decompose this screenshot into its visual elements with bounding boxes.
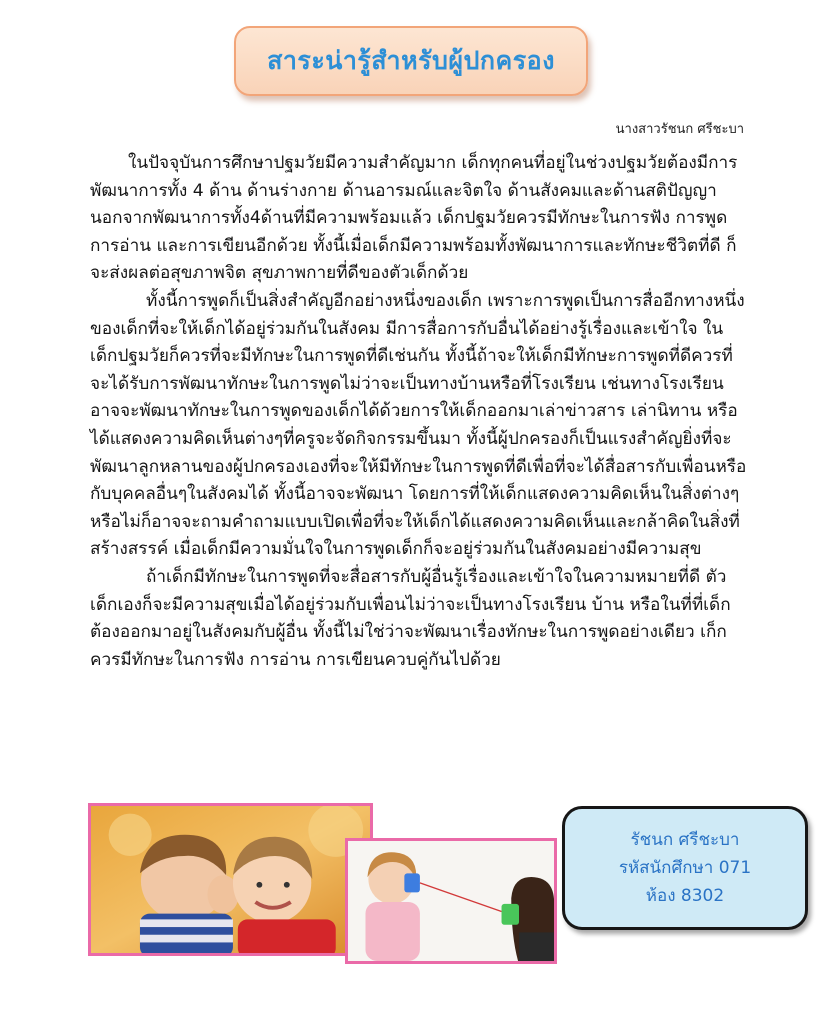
boys-whispering-image <box>91 806 370 953</box>
article-paragraph: ถ้าเด็กมีทักษะในการพูดที่จะสื่อสารกับผู้อื่นรู้เรื่องและเข้าใจในความหมายที่ดี ตัวเด็กเองก็จะมีความสุขเมื่อได้อยู่ร่วมกับเพื่อนไม่ว่าจะเป็นทางโรงเรียน บ้าน หรือในที่ที่เด็กต้องออกมาอยู่ในสังคมกับผู้อื่น ทั้งนี้ไม่ใช่ว่าจะพัฒนาเรื่องทักษะในการพูดอย่างเดียว เก็กควรมีทักษะในการฟัง การอ่าน การเขียนควบคู่กันไปด้วย <box>90 566 731 670</box>
article-paragraph: ทั้งนี้การพูดก็เป็นสิ่งสำคัญอีกอย่างหนึ่งของเด็ก เพราะการพูดเป็นการสื่ออีกทางหนึ่งของเด็กที่จะให้เด็กได้อยู่ร่วมกันในสังคม มีการสื่อการกับอื่นได้อย่างรู้เรื่องและเข้าใจ ในเด็กปฐมวัยก็ควรที่จะมีทักษะในการพูดที่ดีเช่นกัน ทั้งนี้ถ้าจะให้เด็กมีทักษะการพูดที่ดีควรที่จะได้รับการพัฒนาทักษะในการพูดไม่ว่าจะเป็นทางบ้านหรือที่โรงเรียน เช่นทางโรงเรียนอาจจะพัฒนาทักษะในการพูดของเด็กได้ด้วยการให้เด็กออกมาเล่าข่าวสาร เล่านิทาน หรือได้แสดงความคิดเห็นต่างๆที่ครูจะจัดกิจกรรมขึ้นมา ทั้งนี้ผู้ปกครองก็เป็นแรงสำคัญยิ่งที่จะพัฒนาลูกหลานของผู้ปกครองเองที่จะให้มีทักษะในการพูดที่ดีเพื่อที่จะได้สื่อสารกับเพื่อนหรือกับบุคคลอื่นๆในสังคมได้ ทั้งนี้อาจจะพัฒนา โดยการที่ให้เด็กแสดงความคิดเห็นในสิ่งต่างๆ หรือไม่ก็อาจจะถามคำถามแบบเปิดเพื่อที่จะให้เด็กได้แสดงความคิดเห็นและกล้าคิดในสิ่งที่สร้างสรรค์ เมื่อเด็กมีความมั่นใจในการพูดเด็กก็จะอยู่ร่วมกันในสังคมอย่างมีความสุข <box>90 290 747 560</box>
page-title: สาระน่ารู้สำหรับผู้ปกครอง <box>267 46 555 75</box>
student-name: รัชนก ศรีชะบา <box>630 830 740 850</box>
author-name: นางสาวรัชนก ศรีชะบา <box>615 122 744 137</box>
tin-can-phone-image <box>348 841 554 961</box>
student-id: รหัสนักศึกษา 071 <box>618 858 752 878</box>
student-info-box <box>562 806 808 930</box>
photo-tin-can-phone <box>345 838 557 964</box>
article-body <box>90 150 750 674</box>
title-banner <box>234 26 588 96</box>
photo-boys-whispering <box>88 803 373 956</box>
student-room: ห้อง 8302 <box>645 886 725 906</box>
article-paragraph: ในปัจจุบันการศึกษาปฐมวัยมีความสำคัญมาก เด็กทุกคนที่อยู่ในช่วงปฐมวัยต้องมีการพัฒนาการทั้ง 4 ด้าน ด้านร่างกาย ด้านอารมณ์และจิตใจ ด้านสังคมและด้านสติปัญญา นอกจากพัฒนาการทั้ง4ด้านที่มีความพร้อมแล้ว เด็กปฐมวัยควรมีทักษะในการฟัง การพูด การอ่าน และการเขียนอีกด้วย ทั้งนี้เมื่อเด็กมีความพร้อมทั้งพัฒนาการและทักษะชีวิตที่ดี ก็จะส่งผลต่อสุขภาพจิต สุขภาพกายที่ดีของตัวเด็กด้วย <box>90 153 738 284</box>
